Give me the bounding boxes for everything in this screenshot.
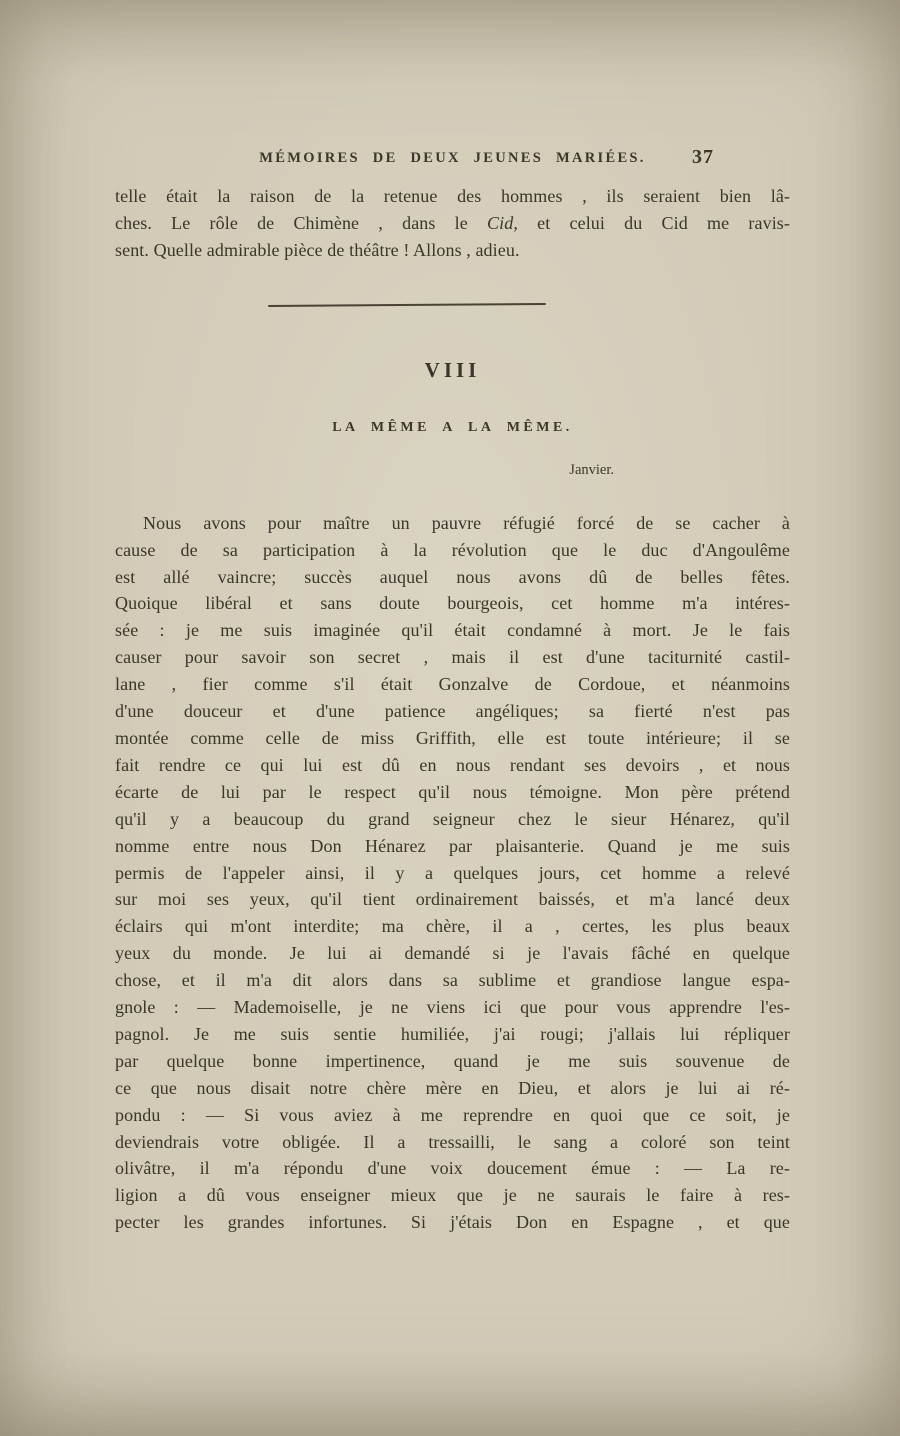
text-line: deviendrais votre obligée. Il a tressailli, le sang a coloré son teint (115, 1131, 790, 1152)
dateline: Janvier. (569, 461, 614, 478)
text-line: lane , fier comme s'il était Gonzalve de Cordoue, et néanmoins (115, 674, 790, 695)
text-line: éclairs qui m'ont interdite; ma chère, il a , certes, les plus beaux (115, 916, 790, 937)
text-line: pondu : — Si vous aviez à me reprendre en quoi que ce soit, je (115, 1104, 790, 1125)
text-line: sée : je me suis imaginée qu'il était condamné à mort. Je le fais (115, 620, 790, 641)
text-segment: et celui du Cid me ravis- (517, 212, 790, 233)
text-line: écarte de lui par le respect qu'il nous témoigne. Mon père prétend (115, 781, 790, 802)
text-line: gnole : — Mademoiselle, je ne viens ici que pour vous apprendre l'es- (115, 997, 790, 1018)
text-line: ligion a dû vous enseigner mieux que je ne saurais le faire à res- (115, 1185, 790, 1206)
text-line: causer pour savoir son secret , mais il est d'une taciturnité castil- (115, 647, 790, 668)
text-line: cause de sa participation à la révolution que le duc d'Angoulême (115, 539, 790, 560)
text-line: sur moi ses yeux, qu'il tient ordinairement baissés, et m'a lancé deux (115, 889, 790, 910)
text-line: est allé vaincre; succès auquel nous avons dû de belles fêtes. (115, 566, 790, 587)
text-line: yeux du monde. Je lui ai demandé si je l'avais fâché en quelque (115, 943, 790, 964)
chapter-number: VIII (424, 357, 481, 382)
text-segment: ches. Le rôle de Chimène , dans le (115, 212, 488, 233)
text-line: qu'il y a beaucoup du grand seigneur chez le sieur Hénarez, qu'il (115, 808, 790, 829)
page-number: 37 (692, 146, 714, 168)
text-line: ce que nous disait notre chère mère en Dieu, et alors je lui ai ré- (115, 1077, 790, 1098)
chapter-subtitle: LA MÊME A LA MÊME. (332, 419, 573, 435)
text-line: fait rendre ce qui lui est dû en nous rendant ses devoirs , et nous (115, 754, 790, 775)
text-line: nomme entre nous Don Hénarez par plaisanterie. Quand je me suis (115, 835, 790, 856)
page-header (115, 146, 790, 174)
text-line: Nous avons pour maître un pauvre réfugié forcé de se cacher à (143, 512, 790, 533)
text-line: pecter les grandes infortunes. Si j'étais Don en Espagne , et que (115, 1212, 790, 1233)
intro-paragraph (115, 183, 790, 264)
text-line: sent. Quelle admirable pièce de théâtre ! Allons , adieu. (115, 239, 520, 260)
text-line: pagnol. Je me suis sentie humiliée, j'ai rougi; j'allais lui répliquer (115, 1023, 790, 1044)
italic-title-cid: Cid, (487, 212, 518, 233)
text-line: montée comme celle de miss Griffith, elle est toute intérieure; il se (115, 727, 790, 748)
body-paragraph (115, 510, 790, 1236)
text-line: chose, et il m'a dit alors dans sa sublime et grandiose langue espa- (115, 970, 790, 991)
text-line: telle était la raison de la retenue des hommes , ils seraient bien lâ- (115, 186, 790, 206)
section-divider (267, 303, 545, 307)
text-line: olivâtre, il m'a répondu d'une voix doucement émue : — La re- (115, 1158, 790, 1179)
text-line: permis de l'appeler ainsi, il y a quelques jours, cet homme a relevé (115, 862, 790, 883)
text-line (115, 210, 790, 237)
text-line: d'une douceur et d'une patience angéliques; sa fierté n'est pas (115, 701, 790, 722)
text-line: Quoique libéral et sans doute bourgeois, cet homme m'a intéres- (115, 593, 790, 614)
text-line: par quelque bonne impertinence, quand je me suis souvenue de (115, 1050, 790, 1071)
running-title: MÉMOIRES DE DEUX JEUNES MARIÉES. (259, 150, 646, 166)
